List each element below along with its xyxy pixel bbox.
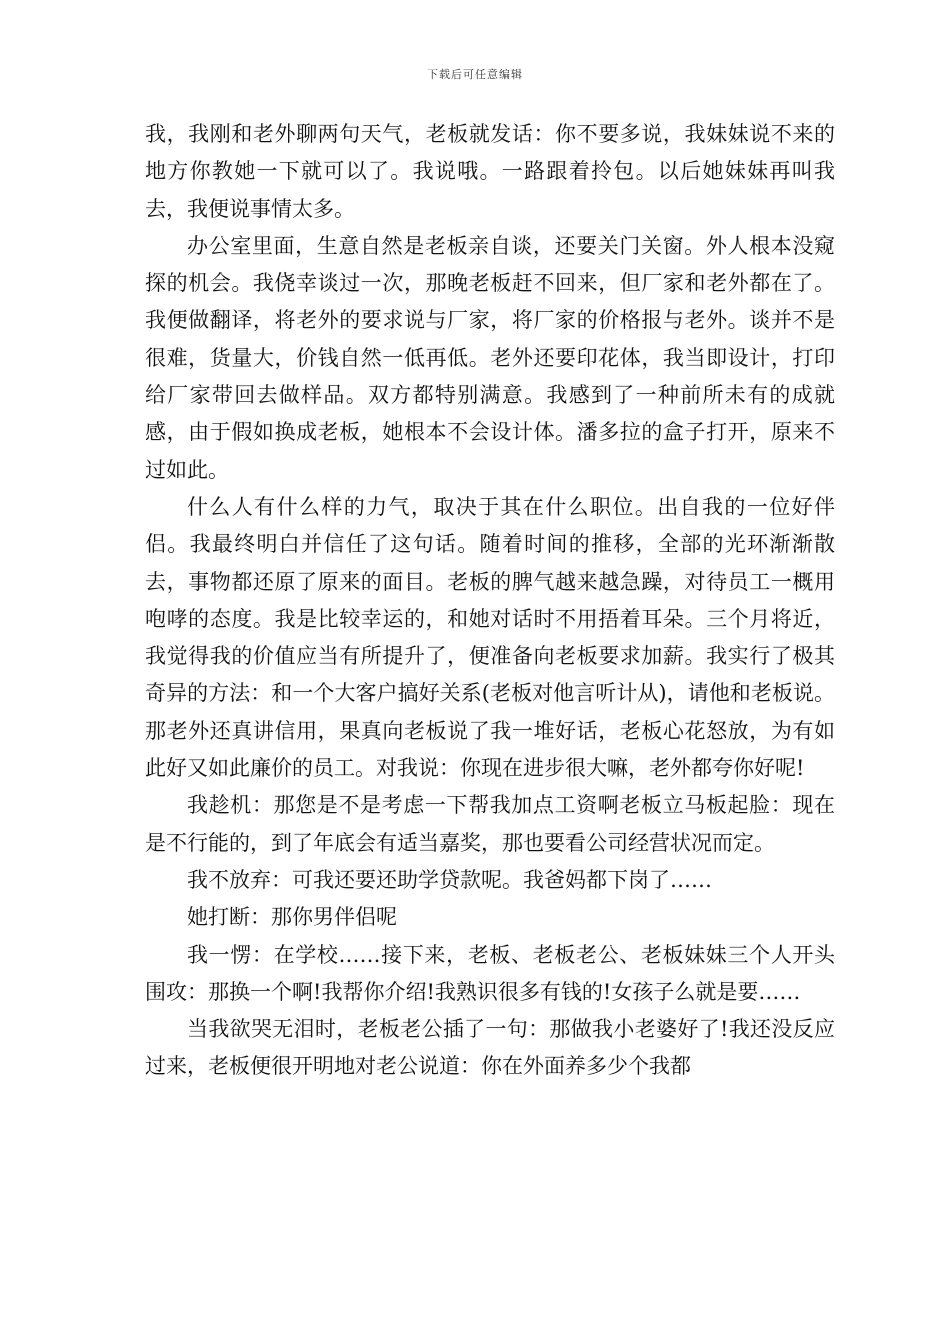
paragraph: 当我欲哭无泪时，老板老公插了一句：那做我小老婆好了!我还没反应过来，老板便很开明地对老公说道：你在外面养多少个我都 bbox=[145, 1017, 835, 1079]
paragraph: 我，我刚和老外聊两句天气，老板就发话：你不要多说，我妹妹说不来的地方你教她一下就可以了。我说哦。一路跟着拎包。以后她妹妹再叫我去，我便说事情太多。 bbox=[145, 122, 835, 221]
paragraph: 她打断：那你男伴侣呢 bbox=[187, 905, 397, 930]
page-header: 下载后可任意编辑 bbox=[427, 68, 523, 81]
document-body bbox=[145, 116, 835, 1086]
paragraph: 我一愣：在学校……接下来，老板、老板老公、老板妹妹三个人开头围攻：那换一个啊!我帮你介绍!我熟识很多有钱的!女孩子么就是要…… bbox=[145, 942, 835, 1004]
paragraph: 什么人有什么样的力气，取决于其在什么职位。出自我的一位好伴侣。我最终明白并信任了这句话。随着时间的推移，全部的光环渐渐散去，事物都还原了原来的面目。老板的脾气越来越急躁，对待员工一概用咆哮的态度。我是比较幸运的，和她对话时不用捂着耳朵。三个月将近，我觉得我的价值应当有所提升了，便准备向老板要求加薪。我实行了极其奇异的方法：和一个大客户搞好关系(老板对他言听计从)，请他和老板说。那老外还真讲信用，果真向老板说了我一堆好话，老板心花怒放，为有如此好又如此廉价的员工。对我说：你现在进步很大嘛，老外都夸你好呢! bbox=[145, 494, 835, 781]
paragraph: 我趁机：那您是不是考虑一下帮我加点工资啊老板立马板起脸：现在是不行能的，到了年底会有适当嘉奖，那也要看公司经营状况而定。 bbox=[145, 793, 835, 855]
paragraph: 我不放弃：可我还要还助学贷款呢。我爸妈都下岗了…… bbox=[187, 867, 712, 892]
paragraph: 办公室里面，生意自然是老板亲自谈，还要关门关窗。外人根本没窥探的机会。我侥幸谈过一次，那晚老板赶不回来，但厂家和老外都在了。我便做翻译，将老外的要求说与厂家，将厂家的价格报与老外。谈并不是很难，货量大，价钱自然一低再低。老外还要印花体，我当即设计，打印给厂家带回去做样品。双方都特别满意。我感到了一种前所未有的成就感，由于假如换成老板，她根本不会设计体。潘多拉的盒子打开，原来不过如此。 bbox=[145, 233, 835, 482]
